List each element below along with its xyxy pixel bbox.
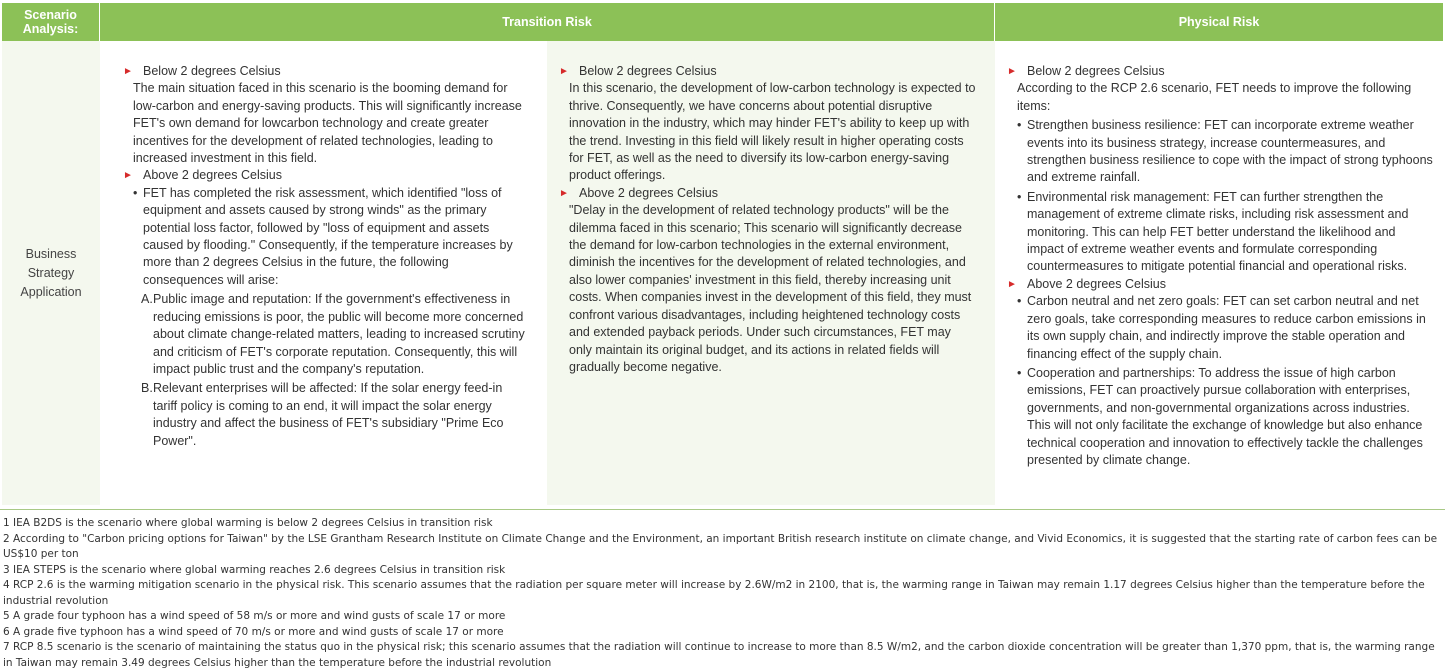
bullet-item: • Cooperation and partnerships: To address the issue of high carbon emissions, FET can proactively pursue collaboration with enterprises, governments, and non-governmental organizations across industries. This will not only facilitate the exchange of knowledge but also enhance technical cooperation and innovation to effectively tackle the challenges presented by climate change. xyxy=(1017,365,1433,469)
paragraph: According to the RCP 2.6 scenario, FET needs to improve the following items: xyxy=(1017,81,1412,113)
footnote: 2 According to "Carbon pricing options for Taiwan" by the LSE Grantham Research Institute on Climate Change and the Environment, an important British research institute on climate change, and Vivid Economics, it is suggested that the starting rate of carbon fees can be US$10 per ton xyxy=(3,532,1438,560)
footnote-divider xyxy=(0,509,1445,510)
section-heading: ► Below 2 degrees Celsius xyxy=(1017,63,1433,80)
footnote: 4 RCP 2.6 is the warming mitigation scenario in the physical risk. This scenario assumes that the radiation per square meter will increase by 2.6W/m2 in 2100, that is, the warming range in Taiwan may remain 1.17 degrees Celsius higher than the temperature before the industrial revolution xyxy=(3,579,1425,607)
list-item: A. Public image and reputation: If the government's effectiveness in reducing emissions is poor, the public will become more concerned about climate change-related matters, leading to increased scrutiny and criticism of FET's corporate reputation. Consequently, this will impact public trust and the company's reputation. xyxy=(141,292,525,376)
bullet-item: • Environmental risk management: FET can further strengthen the management of extreme climate risks, including risk assessment and monitoring. This can help FET better understand the likelihood and impact of extreme weather events and formulate corresponding countermeasures to mitigate potential financial and operational risks. xyxy=(1017,189,1433,276)
row-label-business-strategy xyxy=(2,41,100,505)
paragraph: The main situation faced in this scenario is the booming demand for low-carbon and energy-saving products. This will significantly increase FET's own demand for lowcarbon technology and create greater incentives for the development of related technologies, leading to increased investment in this field. xyxy=(133,81,522,166)
triangle-right-icon: ► xyxy=(559,187,569,199)
bullet-dot-icon: • xyxy=(1017,118,1022,133)
table-body xyxy=(2,41,1443,505)
bullet-dot-icon: • xyxy=(1017,365,1022,380)
footnote: 7 RCP 8.5 scenario is the scenario of maintaining the status quo in the physical risk; this scenario assumes that the radiation will continue to increase to more than 8.5 W/m2, and the carbon dioxide concentration will be greater than 1,370 ppm, that is, the warming range in Taiwan may remain 3.49 degrees Celsius higher than the temperature before the industrial revolution xyxy=(3,641,1435,669)
footnote: 5 A grade four typhoon has a wind speed of 58 m/s or more and wind gusts of scale 17 or more xyxy=(3,610,506,622)
bullet-item: • Strengthen business resilience: FET can incorporate extreme weather events into its business strategy, increase countermeasures, and strengthen business resilience to cope with the impact of strong typhoons and extreme rainfall. xyxy=(1017,117,1433,187)
physical-risk-cell xyxy=(995,41,1443,505)
paragraph: In this scenario, the development of low-carbon technology is expected to thrive. Consequently, we have concerns about potential disruptive innovation in the industry, which may hinder FET's ability to keep up with the trend. Investing in this field will likely result in higher operating costs for FET, as well as the need to diversify its low-carbon energy-saving product offerings. xyxy=(569,81,976,183)
row-label: Business Strategy Application xyxy=(20,246,82,299)
section-heading: ► Below 2 degrees Celsius xyxy=(569,63,977,80)
header-scenario-analysis: Scenario Analysis: xyxy=(2,3,100,41)
transition-risk-policy-cell xyxy=(100,41,547,505)
section-heading: ► Above 2 degrees Celsius xyxy=(1017,276,1433,293)
triangle-right-icon: ► xyxy=(559,66,569,77)
list-item: B. Relevant enterprises will be affected: If the solar energy feed-in tariff policy is coming to an end, it will impact the solar energy industry and affect the business of FET's subsidiary "Prime Eco Power". xyxy=(141,381,504,448)
footnotes xyxy=(3,516,1443,671)
bullet-dot-icon: • xyxy=(133,185,138,200)
bullet-item: • FET has completed the risk assessment, which identified "loss of equipment and assets caused by strong winds" as the primary potential loss factor, followed by "loss of equipment and assets caused by flooding." Consequently, if the temperature increases by more than 2 degrees Celsius in the future, the following consequences will arise: xyxy=(133,185,529,289)
footnote: 6 A grade five typhoon has a wind speed of 70 m/s or more and wind gusts of scale 17 or more xyxy=(3,625,504,638)
table-header xyxy=(2,3,1443,41)
bullet-dot-icon: • xyxy=(1017,294,1022,309)
section-heading: ► Above 2 degrees Celsius xyxy=(133,167,529,184)
header-physical-risk: Physical Risk xyxy=(995,3,1443,41)
section-heading: ► Above 2 degrees Celsius xyxy=(569,185,977,202)
triangle-right-icon: ► xyxy=(1007,278,1017,290)
section-heading: ► Below 2 degrees Celsius xyxy=(133,63,529,80)
transition-risk-technology-cell xyxy=(547,41,995,505)
bullet-dot-icon: • xyxy=(1017,189,1022,204)
triangle-right-icon: ► xyxy=(1007,66,1017,77)
triangle-right-icon: ► xyxy=(123,170,133,182)
header-transition-risk: Transition Risk xyxy=(100,3,995,41)
bullet-item: • Carbon neutral and net zero goals: FET can set carbon neutral and net zero goals, take corresponding measures to reduce carbon emissions in its own supply chain, and indirectly improve the stable operation and financing effect of the supply chain. xyxy=(1017,293,1433,363)
footnote: 3 IEA STEPS is the scenario where global warming reaches 2.6 degrees Celsius in transition risk xyxy=(3,563,506,576)
scenario-analysis-table xyxy=(2,3,1443,505)
triangle-right-icon: ► xyxy=(123,66,133,77)
footnote: 1 IEA B2DS is the scenario where global warming is below 2 degrees Celsius in transition risk xyxy=(3,517,493,529)
paragraph: "Delay in the development of related technology products" will be the dilemma faced in this scenario; This scenario will significantly decrease the demand for low-carbon technologies in the external environment, diminish the incentives for the development of related technologies, and also lower companies' investment in this field, thereby increasing unit costs. When companies invest in the development of this field, they must confront various disadvantages, including heightened technology costs and extended payback periods. Under such circumstances, FET may only maintain its original budget, and its actions in related fields will gradually become negative. xyxy=(569,203,972,374)
